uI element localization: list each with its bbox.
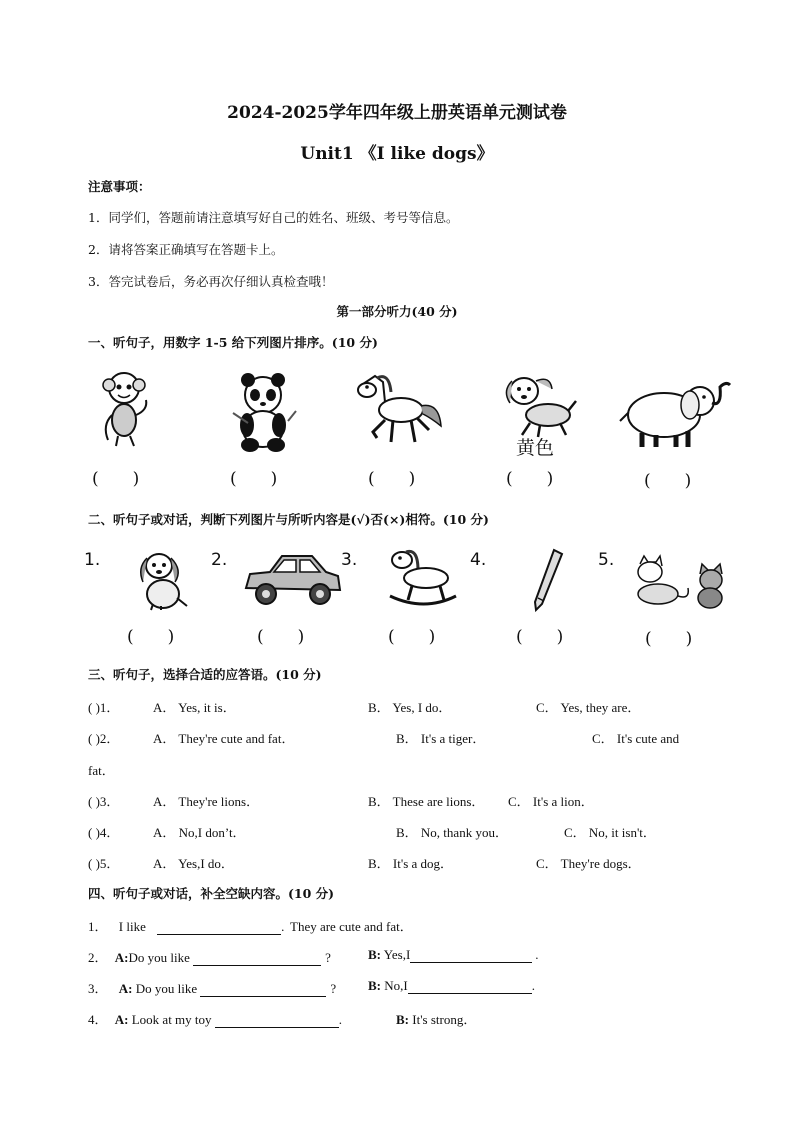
option-c: C． Yes, they are．	[536, 700, 641, 715]
item-number: 1.	[84, 550, 101, 570]
punct: .	[338, 1012, 343, 1027]
question-number[interactable]: ( )1．	[88, 700, 120, 715]
fill-line	[88, 1009, 342, 1028]
option-b: B． These are lions．	[368, 794, 485, 809]
answer-paren[interactable]: ( )	[506, 469, 554, 489]
question-number[interactable]: ( )5．	[88, 856, 120, 871]
option-c: C． It's cute and	[592, 731, 680, 746]
note-item: 1．同学们，答题前请注意填写好自己的姓名、班级、考号等信息。	[88, 210, 459, 225]
speaker-label: A:	[114, 1012, 129, 1027]
blank-input[interactable]	[157, 920, 281, 935]
answer-paren[interactable]: ( )	[127, 627, 175, 647]
answer-paren[interactable]: ( )	[644, 471, 692, 491]
option-c: C． No, it isn't．	[564, 825, 656, 840]
item-number: 3.	[341, 550, 358, 570]
punct: ?	[325, 950, 331, 965]
option-a: A． Yes,I do．	[153, 856, 234, 871]
dog-icon	[133, 548, 191, 612]
answer-paren[interactable]: ( )	[516, 627, 564, 647]
option-a: A． No,I don’t．	[153, 825, 246, 840]
blank-input[interactable]	[410, 948, 532, 963]
line-text: Do you like	[135, 981, 198, 996]
dog-caption: 黄色	[516, 437, 555, 459]
section3-heading: 三、听句子，选择合适的应答语。(10 分)	[88, 667, 322, 682]
car-icon	[242, 550, 342, 608]
question-number[interactable]: ( )2．	[88, 731, 120, 746]
answer-paren[interactable]: ( )	[92, 469, 140, 489]
fill-line	[88, 978, 336, 997]
page-subtitle: Unit1 《I like dogs》	[300, 144, 494, 164]
line-text: Yes,I	[383, 947, 411, 962]
note-item: 3．答完试卷后，务必再次仔细认真检查哦！	[88, 274, 334, 289]
line-text: No,I	[384, 978, 408, 993]
line-number: 2．	[88, 950, 108, 965]
line-number: 4．	[88, 1012, 108, 1027]
speaker-label: A:	[114, 950, 129, 965]
item-number: 4.	[470, 550, 487, 570]
blank-input[interactable]	[193, 951, 321, 966]
blank-input[interactable]	[408, 979, 532, 994]
section4-heading: 四、听句子或对话，补全空缺内容。(10 分)	[88, 886, 335, 901]
fill-line	[368, 978, 535, 994]
punct: .	[531, 978, 535, 993]
option-a: A． Yes, it is．	[153, 700, 236, 715]
punct: .	[535, 947, 539, 962]
option-c: C． It's a lion．	[508, 794, 594, 809]
panda-icon	[228, 373, 298, 453]
answer-paren[interactable]: ( )	[388, 627, 436, 647]
line-text: It's strong．	[412, 1012, 477, 1027]
section2-heading: 二、听句子或对话，判断下列图片与所听内容是(√)否(×)相符。(10 分)	[88, 512, 489, 527]
section1-heading: 一、听句子，用数字 1-5 给下列图片排序。(10 分)	[88, 335, 378, 350]
page-title: 2024-2025学年四年级上册英语单元测试卷	[227, 103, 567, 123]
elephant-icon	[618, 377, 732, 449]
option-c: C． They're dogs．	[536, 856, 641, 871]
answer-paren[interactable]: ( )	[257, 627, 305, 647]
speaker-label: B:	[368, 947, 381, 962]
line-number: 1．	[88, 919, 108, 934]
option-a: A． They're cute and fat．	[153, 731, 295, 746]
punct: ?	[330, 981, 337, 996]
answer-paren[interactable]: ( )	[230, 469, 278, 489]
monkey-icon	[96, 370, 156, 450]
line-text: Look at my toy	[131, 1012, 212, 1027]
answer-paren[interactable]: ( )	[645, 629, 693, 649]
blank-input[interactable]	[215, 1013, 339, 1028]
line-text: Do you like	[128, 950, 190, 965]
line-text: They are cute and fat．	[290, 919, 413, 934]
line-number: 3．	[88, 981, 108, 996]
item-number: 2.	[211, 550, 228, 570]
horse-icon	[355, 372, 445, 450]
answer-paren[interactable]: ( )	[368, 469, 416, 489]
fill-line	[396, 1009, 476, 1028]
option-c-continued: fat．	[88, 763, 115, 778]
rocking-horse-icon	[388, 546, 458, 614]
dog-icon	[500, 371, 580, 439]
notes-heading: 注意事项：	[88, 179, 151, 194]
option-b: B． No, thank you．	[396, 825, 508, 840]
pencil-icon	[532, 548, 566, 614]
question-number[interactable]: ( )4．	[88, 825, 120, 840]
cats-icon	[630, 556, 730, 610]
blank-input[interactable]	[200, 982, 326, 997]
option-a: A． They're lions．	[153, 794, 260, 809]
option-b: B． It's a tiger．	[396, 731, 486, 746]
speaker-label: A:	[118, 981, 133, 996]
speaker-label: B:	[396, 1012, 409, 1027]
line-text: I like	[118, 919, 146, 934]
option-b: B． It's a dog．	[368, 856, 454, 871]
punct: .	[281, 919, 285, 934]
fill-line	[368, 947, 539, 963]
item-number: 5.	[598, 550, 615, 570]
part-heading: 第一部分听力(40 分)	[336, 304, 458, 319]
note-item: 2．请将答案正确填写在答题卡上。	[88, 242, 284, 257]
fill-line	[88, 947, 331, 966]
question-number[interactable]: ( )3．	[88, 794, 120, 809]
fill-line	[88, 916, 284, 935]
option-b: B． Yes, I do．	[368, 700, 452, 715]
speaker-label: B:	[368, 978, 381, 993]
